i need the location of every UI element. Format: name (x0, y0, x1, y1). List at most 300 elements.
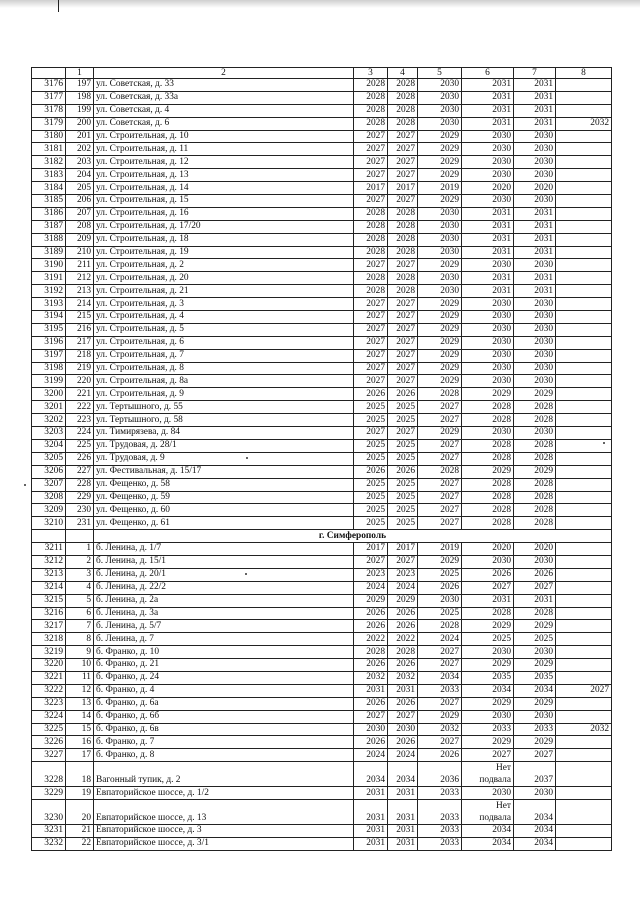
year-cell: 2028 (354, 220, 388, 233)
year-cell: 2030 (418, 233, 462, 246)
registry-number-cell: 3182 (32, 156, 66, 169)
year-cell (556, 195, 612, 208)
item-number-cell: 214 (66, 298, 94, 311)
item-number-cell: 17 (66, 749, 94, 762)
address-cell: б. Ленина, д. 20/1 (94, 568, 354, 581)
year-cell: 2028 (514, 452, 556, 465)
year-cell: 2030 (462, 259, 514, 272)
registry-number-cell: 3192 (32, 285, 66, 298)
item-number-cell: 221 (66, 388, 94, 401)
table-row (32, 285, 612, 298)
year-cell: 2030 (418, 285, 462, 298)
year-cell: 2031 (462, 594, 514, 607)
year-cell (556, 130, 612, 143)
year-cell: Нет подвала (462, 800, 514, 825)
year-cell: 2026 (354, 607, 388, 620)
year-cell: 2029 (462, 465, 514, 478)
item-number-cell: 4 (66, 581, 94, 594)
year-cell (556, 375, 612, 388)
registry-number-cell: 3179 (32, 117, 66, 130)
column-number-header-row (32, 68, 612, 79)
year-cell: 2027 (418, 517, 462, 530)
address-cell: ул. Строительная, д. 8а (94, 375, 354, 388)
year-cell: 2025 (388, 452, 418, 465)
scan-speck (246, 457, 248, 459)
address-cell: б. Франко, д. 24 (94, 671, 354, 684)
year-cell (556, 323, 612, 336)
item-number-cell: 206 (66, 195, 94, 208)
item-number-cell: 199 (66, 104, 94, 117)
year-cell: 2025 (514, 633, 556, 646)
address-cell: б. Ленина, д. 7 (94, 633, 354, 646)
year-cell: 2017 (388, 543, 418, 556)
year-cell: 2030 (418, 246, 462, 259)
year-cell: 2030 (514, 427, 556, 440)
table-row (32, 298, 612, 311)
year-cell: 2017 (354, 182, 388, 195)
year-cell: 2029 (462, 620, 514, 633)
year-cell: 2029 (418, 298, 462, 311)
year-cell: 2028 (354, 79, 388, 92)
address-cell: ул. Фещенко, д. 58 (94, 478, 354, 491)
scan-speck (245, 573, 247, 575)
year-cell: 2025 (388, 414, 418, 427)
table-row (32, 207, 612, 220)
scan-speck (24, 484, 26, 486)
year-cell: Нет подвала (462, 762, 514, 787)
year-cell: 2030 (462, 710, 514, 723)
item-number-cell: 230 (66, 504, 94, 517)
year-cell: 2030 (418, 79, 462, 92)
table-row (32, 169, 612, 182)
year-cell: 2032 (388, 671, 418, 684)
item-number-cell: 210 (66, 246, 94, 259)
year-cell (556, 79, 612, 92)
year-cell: 2030 (462, 143, 514, 156)
item-number-cell: 11 (66, 671, 94, 684)
registry-number-cell: 3190 (32, 259, 66, 272)
year-cell: 2027 (354, 710, 388, 723)
item-number-cell: 1 (66, 543, 94, 556)
year-cell: 2028 (418, 388, 462, 401)
address-cell: ул. Строительная, д. 8 (94, 362, 354, 375)
table-row (32, 156, 612, 169)
registry-number-cell: 3199 (32, 375, 66, 388)
year-cell: 2025 (418, 607, 462, 620)
year-cell: 2033 (514, 723, 556, 736)
year-cell: 2024 (418, 633, 462, 646)
year-cell: 2026 (354, 388, 388, 401)
year-cell: 2034 (514, 825, 556, 838)
year-cell: 2031 (388, 825, 418, 838)
year-cell: 2020 (514, 543, 556, 556)
year-cell: 2031 (462, 79, 514, 92)
year-cell: 2026 (354, 620, 388, 633)
table-row (32, 568, 612, 581)
year-cell (556, 825, 612, 838)
address-cell: б. Франко, д. 10 (94, 646, 354, 659)
year-cell: 2030 (462, 298, 514, 311)
year-cell: 2028 (388, 272, 418, 285)
year-cell: 2022 (354, 633, 388, 646)
registry-number-cell: 3185 (32, 195, 66, 208)
registry-number-cell: 3188 (32, 233, 66, 246)
year-cell: 2027 (462, 581, 514, 594)
registry-number-cell: 3189 (32, 246, 66, 259)
year-cell: 2032 (556, 723, 612, 736)
table-row (32, 555, 612, 568)
year-cell: 2030 (514, 362, 556, 375)
year-cell (556, 594, 612, 607)
year-cell: 2027 (514, 581, 556, 594)
address-cell: ул. Советская, д. 33 (94, 79, 354, 92)
year-cell (556, 336, 612, 349)
registry-number-cell: 3223 (32, 697, 66, 710)
registry-number-cell: 3209 (32, 504, 66, 517)
year-cell: 2031 (514, 104, 556, 117)
year-cell: 2030 (514, 143, 556, 156)
item-number-cell: 14 (66, 710, 94, 723)
year-cell (556, 749, 612, 762)
year-cell: 2030 (462, 195, 514, 208)
year-cell (556, 800, 612, 825)
item-number-cell: 19 (66, 787, 94, 800)
year-cell: 2031 (462, 91, 514, 104)
address-cell: ул. Строительная, д. 18 (94, 233, 354, 246)
year-cell: 2027 (418, 401, 462, 414)
year-cell (556, 220, 612, 233)
year-cell: 2027 (418, 697, 462, 710)
year-cell: 2023 (388, 568, 418, 581)
table-row (32, 336, 612, 349)
registry-number-cell: 3228 (32, 762, 66, 787)
year-cell (556, 543, 612, 556)
registry-number-cell: 3215 (32, 594, 66, 607)
year-cell: 2027 (354, 259, 388, 272)
year-cell: 2030 (462, 156, 514, 169)
year-cell: 2026 (462, 568, 514, 581)
item-number-cell: 215 (66, 311, 94, 324)
year-cell: 2034 (462, 837, 514, 850)
year-cell: 2027 (462, 749, 514, 762)
address-cell: Вагонный тупик, д. 2 (94, 762, 354, 787)
year-cell: 2026 (388, 620, 418, 633)
year-cell: 2027 (354, 349, 388, 362)
year-cell: 2028 (418, 465, 462, 478)
year-cell (556, 491, 612, 504)
scan-speck (603, 442, 605, 444)
year-cell: 2030 (514, 349, 556, 362)
year-cell: 2030 (418, 117, 462, 130)
year-cell: 2027 (418, 439, 462, 452)
year-cell (556, 607, 612, 620)
table-row (32, 117, 612, 130)
table-row (32, 233, 612, 246)
year-cell: 2027 (354, 156, 388, 169)
item-number-cell: 22 (66, 837, 94, 850)
table-row (32, 104, 612, 117)
address-cell: ул. Строительная, д. 7 (94, 349, 354, 362)
year-cell (556, 388, 612, 401)
year-cell: 2027 (388, 375, 418, 388)
item-number-cell: 198 (66, 91, 94, 104)
year-cell: 2028 (514, 414, 556, 427)
registry-number-cell: 3227 (32, 749, 66, 762)
year-cell: 2027 (388, 555, 418, 568)
registry-number-cell: 3212 (32, 555, 66, 568)
year-cell: 2020 (462, 182, 514, 195)
year-cell: 2027 (556, 684, 612, 697)
item-number-cell: 218 (66, 349, 94, 362)
year-cell: 2025 (354, 401, 388, 414)
table-row (32, 452, 612, 465)
year-cell: 2029 (514, 620, 556, 633)
registry-number-cell: 3214 (32, 581, 66, 594)
registry-number-cell: 3217 (32, 620, 66, 633)
table-row (32, 736, 612, 749)
table-row (32, 646, 612, 659)
item-number-cell: 207 (66, 207, 94, 220)
year-cell: 2027 (354, 195, 388, 208)
item-number-cell: 16 (66, 736, 94, 749)
year-cell: 2031 (354, 800, 388, 825)
year-cell: 2030 (514, 336, 556, 349)
year-cell: 2031 (462, 233, 514, 246)
registry-number-cell: 3213 (32, 568, 66, 581)
registry-number-cell: 3221 (32, 671, 66, 684)
year-cell: 2028 (514, 478, 556, 491)
registry-number-cell: 3178 (32, 104, 66, 117)
table-row (32, 684, 612, 697)
year-cell: 2027 (354, 375, 388, 388)
item-number-cell: 209 (66, 233, 94, 246)
item-number-cell: 202 (66, 143, 94, 156)
year-cell: 2032 (354, 671, 388, 684)
table-row (32, 143, 612, 156)
year-cell (556, 659, 612, 672)
year-cell: 2029 (462, 697, 514, 710)
address-cell: б. Ленина, д. 3а (94, 607, 354, 620)
item-number-cell: 2 (66, 555, 94, 568)
table-row (32, 272, 612, 285)
year-cell: 2033 (418, 837, 462, 850)
year-cell: 2030 (388, 723, 418, 736)
year-cell: 2028 (354, 233, 388, 246)
address-cell: ул. Фещенко, д. 59 (94, 491, 354, 504)
year-cell: 2031 (514, 594, 556, 607)
year-cell: 2027 (418, 659, 462, 672)
year-cell: 2026 (388, 465, 418, 478)
year-cell: 2029 (418, 195, 462, 208)
year-cell: 2030 (462, 555, 514, 568)
year-cell: 2026 (388, 697, 418, 710)
address-cell: ул. Строительная, д. 4 (94, 311, 354, 324)
year-cell: 2027 (354, 555, 388, 568)
year-cell: 2027 (418, 414, 462, 427)
table-row (32, 182, 612, 195)
item-number-cell: 6 (66, 607, 94, 620)
year-cell (556, 736, 612, 749)
address-cell: ул. Строительная, д. 16 (94, 207, 354, 220)
year-cell: 2030 (514, 311, 556, 324)
year-cell: 2027 (354, 336, 388, 349)
table-row (32, 401, 612, 414)
table-row (32, 91, 612, 104)
registry-number-cell: 3229 (32, 787, 66, 800)
year-cell: 2030 (462, 311, 514, 324)
year-cell: 2028 (514, 401, 556, 414)
year-cell: 2034 (388, 762, 418, 787)
year-cell: 2029 (418, 323, 462, 336)
item-number-cell: 223 (66, 414, 94, 427)
year-cell: 2027 (388, 710, 418, 723)
table-row (32, 517, 612, 530)
year-cell: 2027 (354, 427, 388, 440)
year-cell: 2028 (354, 272, 388, 285)
year-cell: 2031 (462, 285, 514, 298)
item-number-cell: 226 (66, 452, 94, 465)
year-cell (556, 104, 612, 117)
year-cell: 2034 (514, 684, 556, 697)
year-cell: 2028 (462, 478, 514, 491)
table-row (32, 581, 612, 594)
item-number-cell: 224 (66, 427, 94, 440)
year-cell: 2027 (388, 336, 418, 349)
address-cell: ул. Строительная, д. 2 (94, 259, 354, 272)
address-cell: Евпаторийское шоссе, д. 3 (94, 825, 354, 838)
registry-number-cell: 3204 (32, 439, 66, 452)
registry-number-cell: 3232 (32, 837, 66, 850)
year-cell: 2034 (462, 684, 514, 697)
city-section-row (32, 530, 612, 543)
year-cell: 2028 (354, 285, 388, 298)
year-cell: 2028 (514, 491, 556, 504)
item-number-cell: 213 (66, 285, 94, 298)
year-cell: 2027 (418, 452, 462, 465)
year-cell (556, 837, 612, 850)
year-cell: 2027 (418, 646, 462, 659)
year-cell: 2027 (418, 504, 462, 517)
year-cell (556, 633, 612, 646)
year-cell: 2028 (514, 504, 556, 517)
table-row (32, 620, 612, 633)
year-cell: 2029 (418, 555, 462, 568)
year-cell (556, 427, 612, 440)
year-cell: 2025 (388, 401, 418, 414)
year-cell: 2025 (354, 452, 388, 465)
address-cell: б. Франко, д. 8 (94, 749, 354, 762)
header-cell: 8 (556, 68, 612, 79)
address-cell: ул. Строительная, д. 6 (94, 336, 354, 349)
item-number-cell: 12 (66, 684, 94, 697)
year-cell: 2029 (418, 710, 462, 723)
year-cell: 2028 (462, 504, 514, 517)
year-cell: 2029 (418, 259, 462, 272)
registry-number-cell: 3183 (32, 169, 66, 182)
table-row (32, 414, 612, 427)
table-row (32, 323, 612, 336)
year-cell (556, 259, 612, 272)
year-cell (556, 452, 612, 465)
year-cell: 2025 (388, 504, 418, 517)
registry-number-cell: 3219 (32, 646, 66, 659)
year-cell: 2031 (514, 246, 556, 259)
year-cell: 2029 (418, 427, 462, 440)
header-blank-cell (32, 68, 66, 79)
year-cell: 2031 (354, 684, 388, 697)
year-cell: 2031 (514, 117, 556, 130)
table-row (32, 375, 612, 388)
year-cell: 2028 (388, 79, 418, 92)
registry-number-cell: 3187 (32, 220, 66, 233)
year-cell (556, 298, 612, 311)
address-cell: Евпаторийское шоссе, д. 1/2 (94, 787, 354, 800)
year-cell: 2026 (354, 465, 388, 478)
year-cell (556, 207, 612, 220)
year-cell: 2029 (354, 594, 388, 607)
registry-number-cell: 3186 (32, 207, 66, 220)
year-cell (556, 555, 612, 568)
item-number-cell: 203 (66, 156, 94, 169)
table-row (32, 195, 612, 208)
year-cell: 2028 (462, 401, 514, 414)
year-cell: 2030 (418, 104, 462, 117)
year-cell: 2025 (354, 478, 388, 491)
address-cell: ул. Строительная, д. 19 (94, 246, 354, 259)
year-cell: 2034 (418, 671, 462, 684)
year-cell: 2031 (462, 117, 514, 130)
registry-number-cell: 3197 (32, 349, 66, 362)
year-cell (556, 246, 612, 259)
year-cell: 2027 (388, 349, 418, 362)
year-cell (556, 311, 612, 324)
year-cell: 2030 (514, 169, 556, 182)
year-cell: 2030 (514, 375, 556, 388)
header-cell: 2 (94, 68, 354, 79)
year-cell: 2026 (354, 659, 388, 672)
year-cell: 2025 (388, 478, 418, 491)
year-cell: 2030 (514, 787, 556, 800)
year-cell: 2028 (514, 607, 556, 620)
address-cell: ул. Трудовая, д. 28/1 (94, 439, 354, 452)
year-cell: 2025 (354, 439, 388, 452)
address-cell: ул. Строительная, д. 3 (94, 298, 354, 311)
year-cell: 2029 (462, 736, 514, 749)
year-cell: 2022 (388, 633, 418, 646)
year-cell: 2019 (418, 543, 462, 556)
table-row (32, 723, 612, 736)
year-cell: 2028 (388, 285, 418, 298)
address-cell: ул. Трудовая, д. 9 (94, 452, 354, 465)
table-row (32, 388, 612, 401)
year-cell: 2027 (388, 259, 418, 272)
item-number-cell: 21 (66, 825, 94, 838)
year-cell: 2031 (388, 684, 418, 697)
year-cell: 2028 (354, 246, 388, 259)
city-blank-cell (66, 530, 94, 543)
address-cell: б. Франко, д. 4 (94, 684, 354, 697)
address-cell: Евпаторийское шоссе, д. 13 (94, 800, 354, 825)
item-number-cell: 216 (66, 323, 94, 336)
item-number-cell: 10 (66, 659, 94, 672)
year-cell: 2030 (462, 169, 514, 182)
year-cell (556, 787, 612, 800)
address-cell: ул. Строительная, д. 10 (94, 130, 354, 143)
item-number-cell: 229 (66, 491, 94, 504)
year-cell: 2023 (354, 568, 388, 581)
year-cell: 2031 (388, 837, 418, 850)
table-row (32, 633, 612, 646)
